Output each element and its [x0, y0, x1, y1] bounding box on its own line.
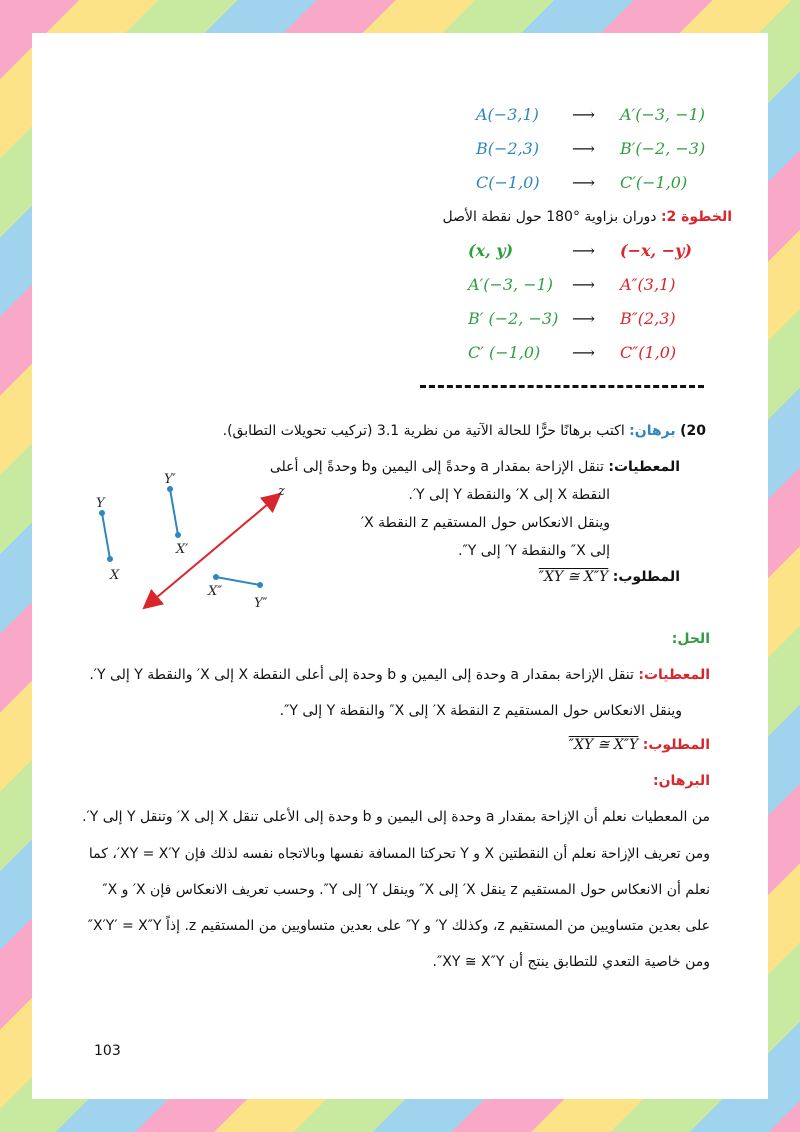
solution-required-line	[569, 737, 710, 753]
problem-given-line: النقطة X إلى X′ والنقطة Y إلى Y′.	[408, 487, 610, 503]
original-point: (x, y)	[468, 241, 514, 260]
label-x: X	[110, 568, 120, 583]
problem-given-line: إلى X″ والنقطة Y′ إلى Y″.	[458, 543, 610, 559]
segment-xy	[102, 513, 110, 559]
segment-xpyp	[170, 489, 178, 535]
arrow: ⟶	[572, 105, 595, 124]
original-point: C′ (−1,0)	[468, 343, 541, 362]
solution-given-line	[89, 667, 710, 683]
image-point: A′(−3, −1)	[620, 105, 706, 124]
problem-number: 20)	[680, 423, 706, 439]
given-text: تنقل الإزاحة بمقدار a وحدةً إلى اليمين وb وحدةً إلى أعلى	[269, 459, 604, 475]
problem-given-line	[270, 459, 680, 475]
proof-line: ومن تعريف الإزاحة نعلم أن النقطتين X و Y تحركتا المسافة نفسها وبالاتجاه نفسه لذلك فإن XY = X′Y′، كما	[88, 846, 710, 862]
label-y: Y	[96, 496, 105, 511]
arrow: ⟶	[572, 139, 595, 158]
image-point: (−x, −y)	[620, 241, 692, 260]
image-point: A″(3,1)	[620, 275, 676, 294]
label-ypp: Y″	[254, 596, 268, 611]
original-point: B′ (−2, −3)	[468, 309, 559, 328]
point-x	[107, 556, 113, 562]
step2-text: دوران بزاوية °180 حول نقطة الأصل	[442, 209, 657, 225]
given-text: تنقل الإزاحة بمقدار a وحدة إلى اليمين و b وحدة إلى أعلى النقطة X إلى X′ والنقطة Y إلى Y′.	[89, 667, 634, 683]
label-z: z	[278, 484, 285, 499]
segment-xppypp	[216, 577, 260, 585]
proof-label: برهان:	[629, 423, 676, 439]
original-point: C(−1,0)	[476, 173, 540, 192]
given-label: المعطيات:	[608, 459, 680, 475]
proof-line: نعلم أن الانعكاس حول المستقيم z ينقل X′ إلى X″ وينقل Y′ إلى Y″. وحسب تعريف الانعكاس فإن X′ و X″	[102, 882, 710, 898]
label-yp: Y′	[164, 472, 176, 487]
original-point: B(−2,3)	[476, 139, 540, 158]
label-xp: X′	[176, 542, 189, 557]
proof-line: ومن خاصية التعدي للتطابق ينتج أن XY ≅ X″Y″.	[432, 954, 710, 970]
transformation-figure	[80, 461, 320, 641]
arrow: ⟶	[572, 241, 595, 260]
problem-required-line	[539, 569, 680, 585]
step2-heading	[442, 209, 732, 225]
arrow: ⟶	[572, 309, 595, 328]
point-ypp	[257, 582, 263, 588]
original-point: A(−3,1)	[476, 105, 539, 124]
point-xp	[175, 532, 181, 538]
problem-text: اكتب برهانًا حرًّا للحالة الآتية من نظرية 3.1 (تركيب تحويلات التطابق).	[222, 423, 625, 439]
required-label: المطلوب:	[642, 737, 710, 753]
given-label: المعطيات:	[638, 667, 710, 683]
solution-given-line: وينقل الانعكاس حول المستقيم z النقطة X′ إلى X″ والنقطة Y إلى Y″.	[279, 703, 682, 719]
required-label: المطلوب:	[612, 569, 680, 585]
problem-statement	[223, 423, 706, 439]
label-xpp: X″	[208, 584, 223, 599]
section-divider	[420, 385, 704, 388]
proof-line: على بعدين متساويين من المستقيم z، وكذلك Y′ و Y″ على بعدين متساويين من المستقيم z. إذاً X′Y′ = X″Y″	[87, 918, 710, 934]
image-point: B″(2,3)	[620, 309, 676, 328]
proof-heading: البرهان:	[653, 773, 710, 789]
proof-line: من المعطيات نعلم أن الإزاحة بمقدار a وحدة إلى اليمين و b وحدة إلى الأعلى تنقل X إلى X′ وتنقل Y إلى Y′.	[82, 809, 710, 825]
arrow: ⟶	[572, 343, 595, 362]
image-point: C″(1,0)	[620, 343, 677, 362]
required-statement: XY ≅ X″Y″	[538, 569, 609, 585]
page	[32, 33, 768, 1099]
step2-label: الخطوة 2:	[660, 209, 732, 225]
arrow: ⟶	[572, 173, 595, 192]
point-xpp	[213, 574, 219, 580]
problem-given-line: وينقل الانعكاس حول المستقيم z النقطة X′	[360, 515, 610, 531]
arrow: ⟶	[572, 275, 595, 294]
image-point: C′(−1,0)	[620, 173, 688, 192]
page-number: 103	[94, 1043, 121, 1059]
original-point: A′(−3, −1)	[468, 275, 554, 294]
solution-title: الحل:	[671, 631, 710, 647]
required-statement: XY ≅ X″Y″	[568, 737, 639, 753]
image-point: B′(−2, −3)	[620, 139, 706, 158]
